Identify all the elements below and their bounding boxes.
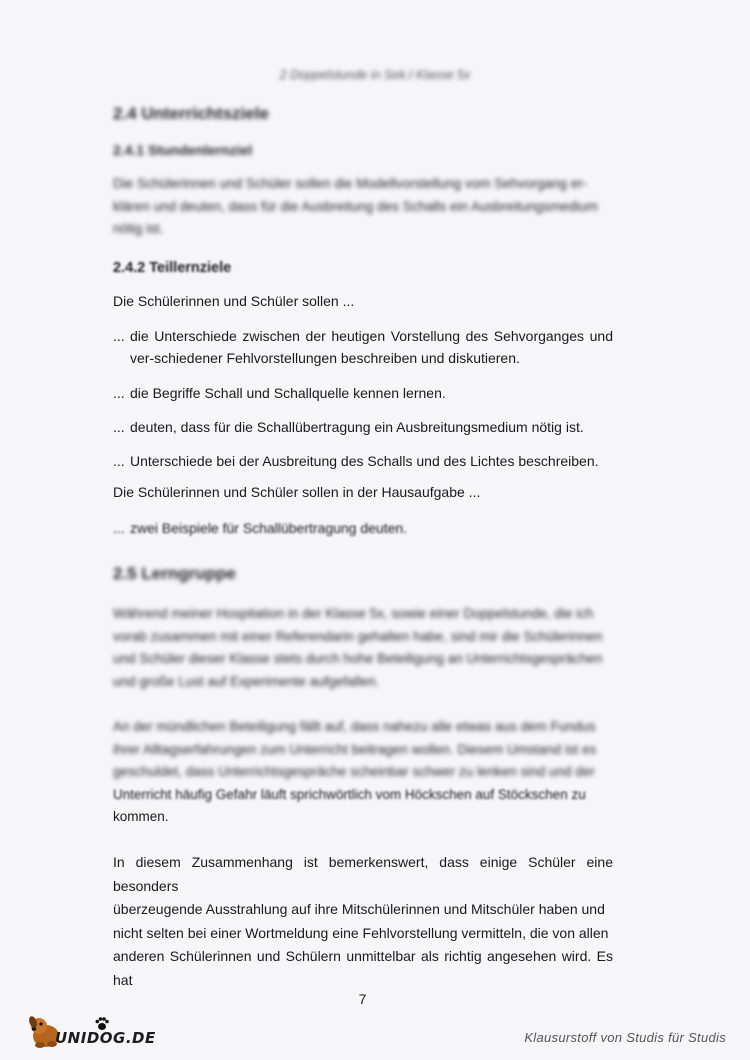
list-item-text: die Unterschiede zwischen der heutigen Vorstellung des Sehvorganges und ver-schiedener Fehlvorstellungen beschreiben und diskutieren. [130, 328, 613, 366]
paragraph-line: klären und deuten, dass für die Ausbreitung des Schalls ein Ausbreitungsmedium [113, 198, 598, 214]
group-paragraph-1 [113, 603, 613, 693]
paragraph-line: nötig ist. [113, 221, 164, 236]
paragraph-line: und große Lust auf Experimente aufgefallen. [113, 673, 380, 689]
subsection-heading-main-goal: 2.4.1 Stundenlernziel [113, 142, 253, 158]
subgoals-intro: Die Schülerinnen und Schüler sollen ... [113, 293, 355, 309]
list-bullet: ... [113, 385, 125, 401]
page-number: 7 [358, 991, 367, 1007]
paragraph-line: vorab zusammen mit einer Referendarin gehalten habe, sind mir die Schülerinnen [113, 628, 603, 644]
homework-intro: Die Schülerinnen und Schüler sollen in der Hausaufgabe ... [113, 484, 481, 500]
list-item [113, 450, 613, 472]
logo-text: UNIDOG.DE [55, 1029, 156, 1047]
list-bullet: ... [113, 520, 125, 536]
section-heading-group: 2.5 Lerngruppe [113, 564, 236, 583]
paragraph-line: In diesem Zusammenhang ist bemerkenswert, dass einige Schüler eine besonders [113, 854, 613, 894]
paragraph-line: geschuldet, dass Unterrichtsgespräche scheinbar schwer zu lenken sind und der [113, 764, 595, 779]
list-bullet: ... [113, 419, 125, 435]
paragraph-line: nicht selten bei einer Wortmeldung eine Fehlvorstellung vermitteln, die von allen [113, 924, 609, 941]
paragraph-line: anderen Schülerinnen und Schülern unmittelbar als richtig angesehen wird. Es hat [113, 948, 613, 988]
list-item-text: die Begriffe Schall und Schallquelle kennen lernen. [130, 385, 446, 401]
paragraph-line: An der mündlichen Beteiligung fällt auf, dass nahezu alle etwas aus dem Fundus [113, 719, 596, 734]
section-heading-goals: 2.4 Unterrichtsziele [113, 104, 269, 123]
paragraph-line: Unterricht häufig Gefahr läuft sprichwörtlich vom Höckschen auf Stöckschen zu [113, 786, 586, 802]
list-bullet: ... [113, 453, 125, 469]
paragraph-line: überzeugende Ausstrahlung auf ihre Mitschülerinnen und Mitschüler haben und [113, 901, 605, 917]
list-item-text: zwei Beispiele für Schallübertragung deuten. [130, 520, 408, 536]
list-item [113, 416, 613, 438]
group-paragraph-2 [113, 716, 613, 829]
footer-tagline: Klausurstoff von Studis für Studis [524, 1030, 726, 1045]
subsection-heading-subgoals: 2.4.2 Teillernziele [113, 260, 232, 276]
list-item-text: Unterschiede bei der Ausbreitung des Schalls und des Lichtes beschreiben. [130, 453, 599, 469]
main-goal-paragraph [113, 173, 613, 241]
paragraph-line: ihrer Alltagserfahrungen zum Unterricht beitragen wollen. Diesem Umstand ist es [113, 741, 597, 757]
list-item [113, 382, 613, 404]
running-header: 2 Doppelstunde in Sek.I Klasse 5x [279, 68, 471, 82]
paragraph-line: kommen. [113, 809, 169, 824]
list-item [113, 325, 613, 369]
paragraph-line: Die Schülerinnen und Schüler sollen die Modellvorstellung vom Sehvorgang er- [113, 176, 588, 191]
paragraph-line: und Schüler dieser Klasse stets durch hohe Beteiligung an Unterrichtsgesprächen [113, 651, 603, 666]
list-bullet: ... [113, 328, 125, 344]
list-item-text: deuten, dass für die Schallübertragung ein Ausbreitungsmedium nötig ist. [130, 419, 584, 435]
paragraph-line: Während meiner Hospitation in der Klasse 5x, sowie einer Doppelstunde, die ich [113, 606, 594, 621]
homework-item [113, 517, 613, 539]
group-paragraph-3 [113, 851, 613, 992]
